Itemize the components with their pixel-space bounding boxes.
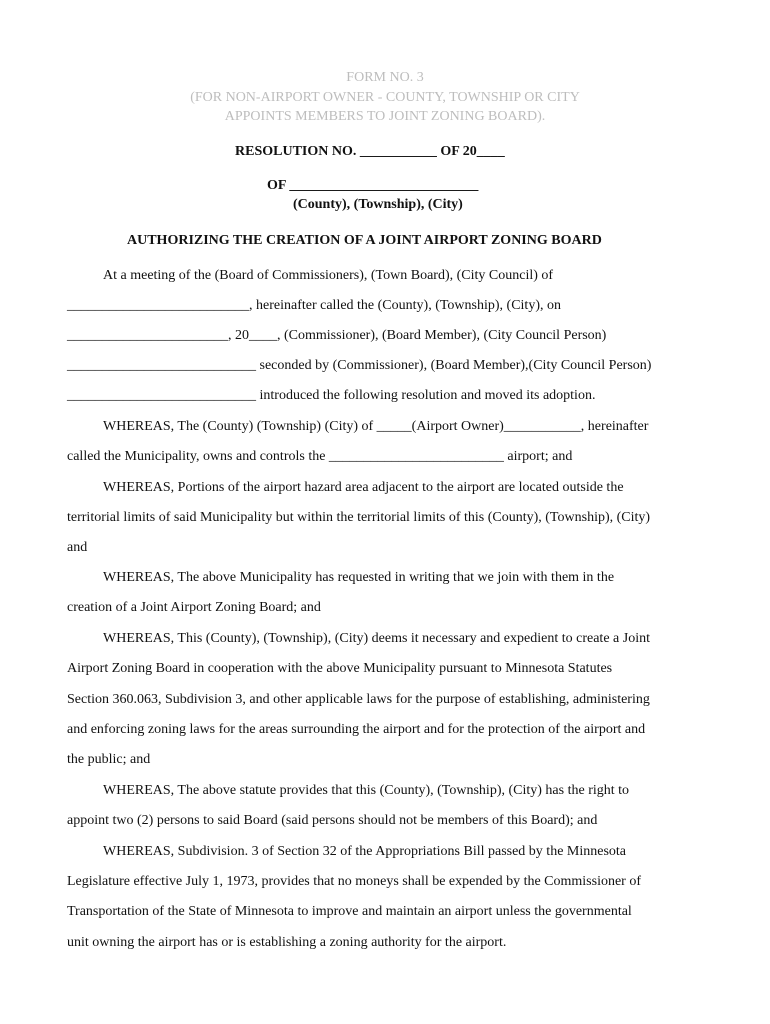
form-subtitle-line-2: APPOINTS MEMBERS TO JOINT ZONING BOARD). bbox=[224, 109, 546, 124]
body-line-11: WHEREAS, The above Municipality has requested in writing that we join with them in the bbox=[103, 570, 615, 585]
body-line-09: territorial limits of said Municipality but within the territorial limits of this (County), (Township), (City) bbox=[67, 510, 651, 525]
form-number: FORM NO. 3 bbox=[346, 70, 424, 85]
resolution-title: RESOLUTION NO. ___________ OF 20____ bbox=[235, 144, 505, 159]
body-line-10: and bbox=[67, 540, 88, 555]
body-line-07: called the Municipality, owns and controls the _________________________ airport; and bbox=[67, 449, 573, 464]
body-line-13: WHEREAS, This (County), (Township), (City) deems it necessary and expedient to create a Joint bbox=[103, 631, 650, 646]
body-line-05: ___________________________ introduced the following resolution and moved its adoption. bbox=[67, 388, 596, 403]
body-line-01: At a meeting of the (Board of Commissioners), (Town Board), (City Council) of bbox=[103, 268, 554, 283]
body-line-12: creation of a Joint Airport Zoning Board; and bbox=[67, 600, 321, 615]
body-line-16: and enforcing zoning laws for the areas surrounding the airport and for the protection of the airport and bbox=[67, 722, 646, 737]
body-line-04: ___________________________ seconded by (Commissioner), (Board Member),(City Council Person) bbox=[67, 358, 652, 373]
body-line-21: Legislature effective July 1, 1973, provides that no moneys shall be expended by the Commissioner of bbox=[67, 874, 642, 889]
resolution-entity: (County), (Township), (City) bbox=[293, 197, 463, 212]
resolution-heading: AUTHORIZING THE CREATION OF A JOINT AIRPORT ZONING BOARD bbox=[127, 233, 602, 248]
body-line-06: WHEREAS, The (County) (Township) (City) of _____(Airport Owner)___________, hereinafter bbox=[103, 419, 649, 434]
body-line-15: Section 360.063, Subdivision 3, and other applicable laws for the purpose of establishing, administering bbox=[67, 692, 650, 707]
form-subtitle-line-1: (FOR NON-AIRPORT OWNER - COUNTY, TOWNSHIP OR CITY bbox=[190, 90, 580, 105]
body-line-14: Airport Zoning Board in cooperation with the above Municipality pursuant to Minnesota Statutes bbox=[67, 661, 613, 676]
body-line-03: _______________________, 20____, (Commissioner), (Board Member), (City Council Person) bbox=[67, 328, 607, 343]
body-line-17: the public; and bbox=[67, 752, 151, 767]
body-line-23: unit owning the airport has or is establishing a zoning authority for the airport. bbox=[67, 935, 507, 950]
body-line-02: __________________________, hereinafter called the (County), (Township), (City), on bbox=[67, 298, 561, 313]
body-line-08: WHEREAS, Portions of the airport hazard area adjacent to the airport are located outside the bbox=[103, 480, 624, 495]
body-line-18: WHEREAS, The above statute provides that this (County), (Township), (City) has the right to bbox=[103, 783, 630, 798]
body-line-20: WHEREAS, Subdivision. 3 of Section 32 of the Appropriations Bill passed by the Minnesota bbox=[103, 844, 627, 859]
resolution-of-line: OF ___________________________ bbox=[267, 178, 479, 193]
body-line-19: appoint two (2) persons to said Board (said persons should not be members of this Board); and bbox=[67, 813, 598, 828]
body-line-22: Transportation of the State of Minnesota to improve and maintain an airport unless the governmental bbox=[67, 904, 632, 919]
